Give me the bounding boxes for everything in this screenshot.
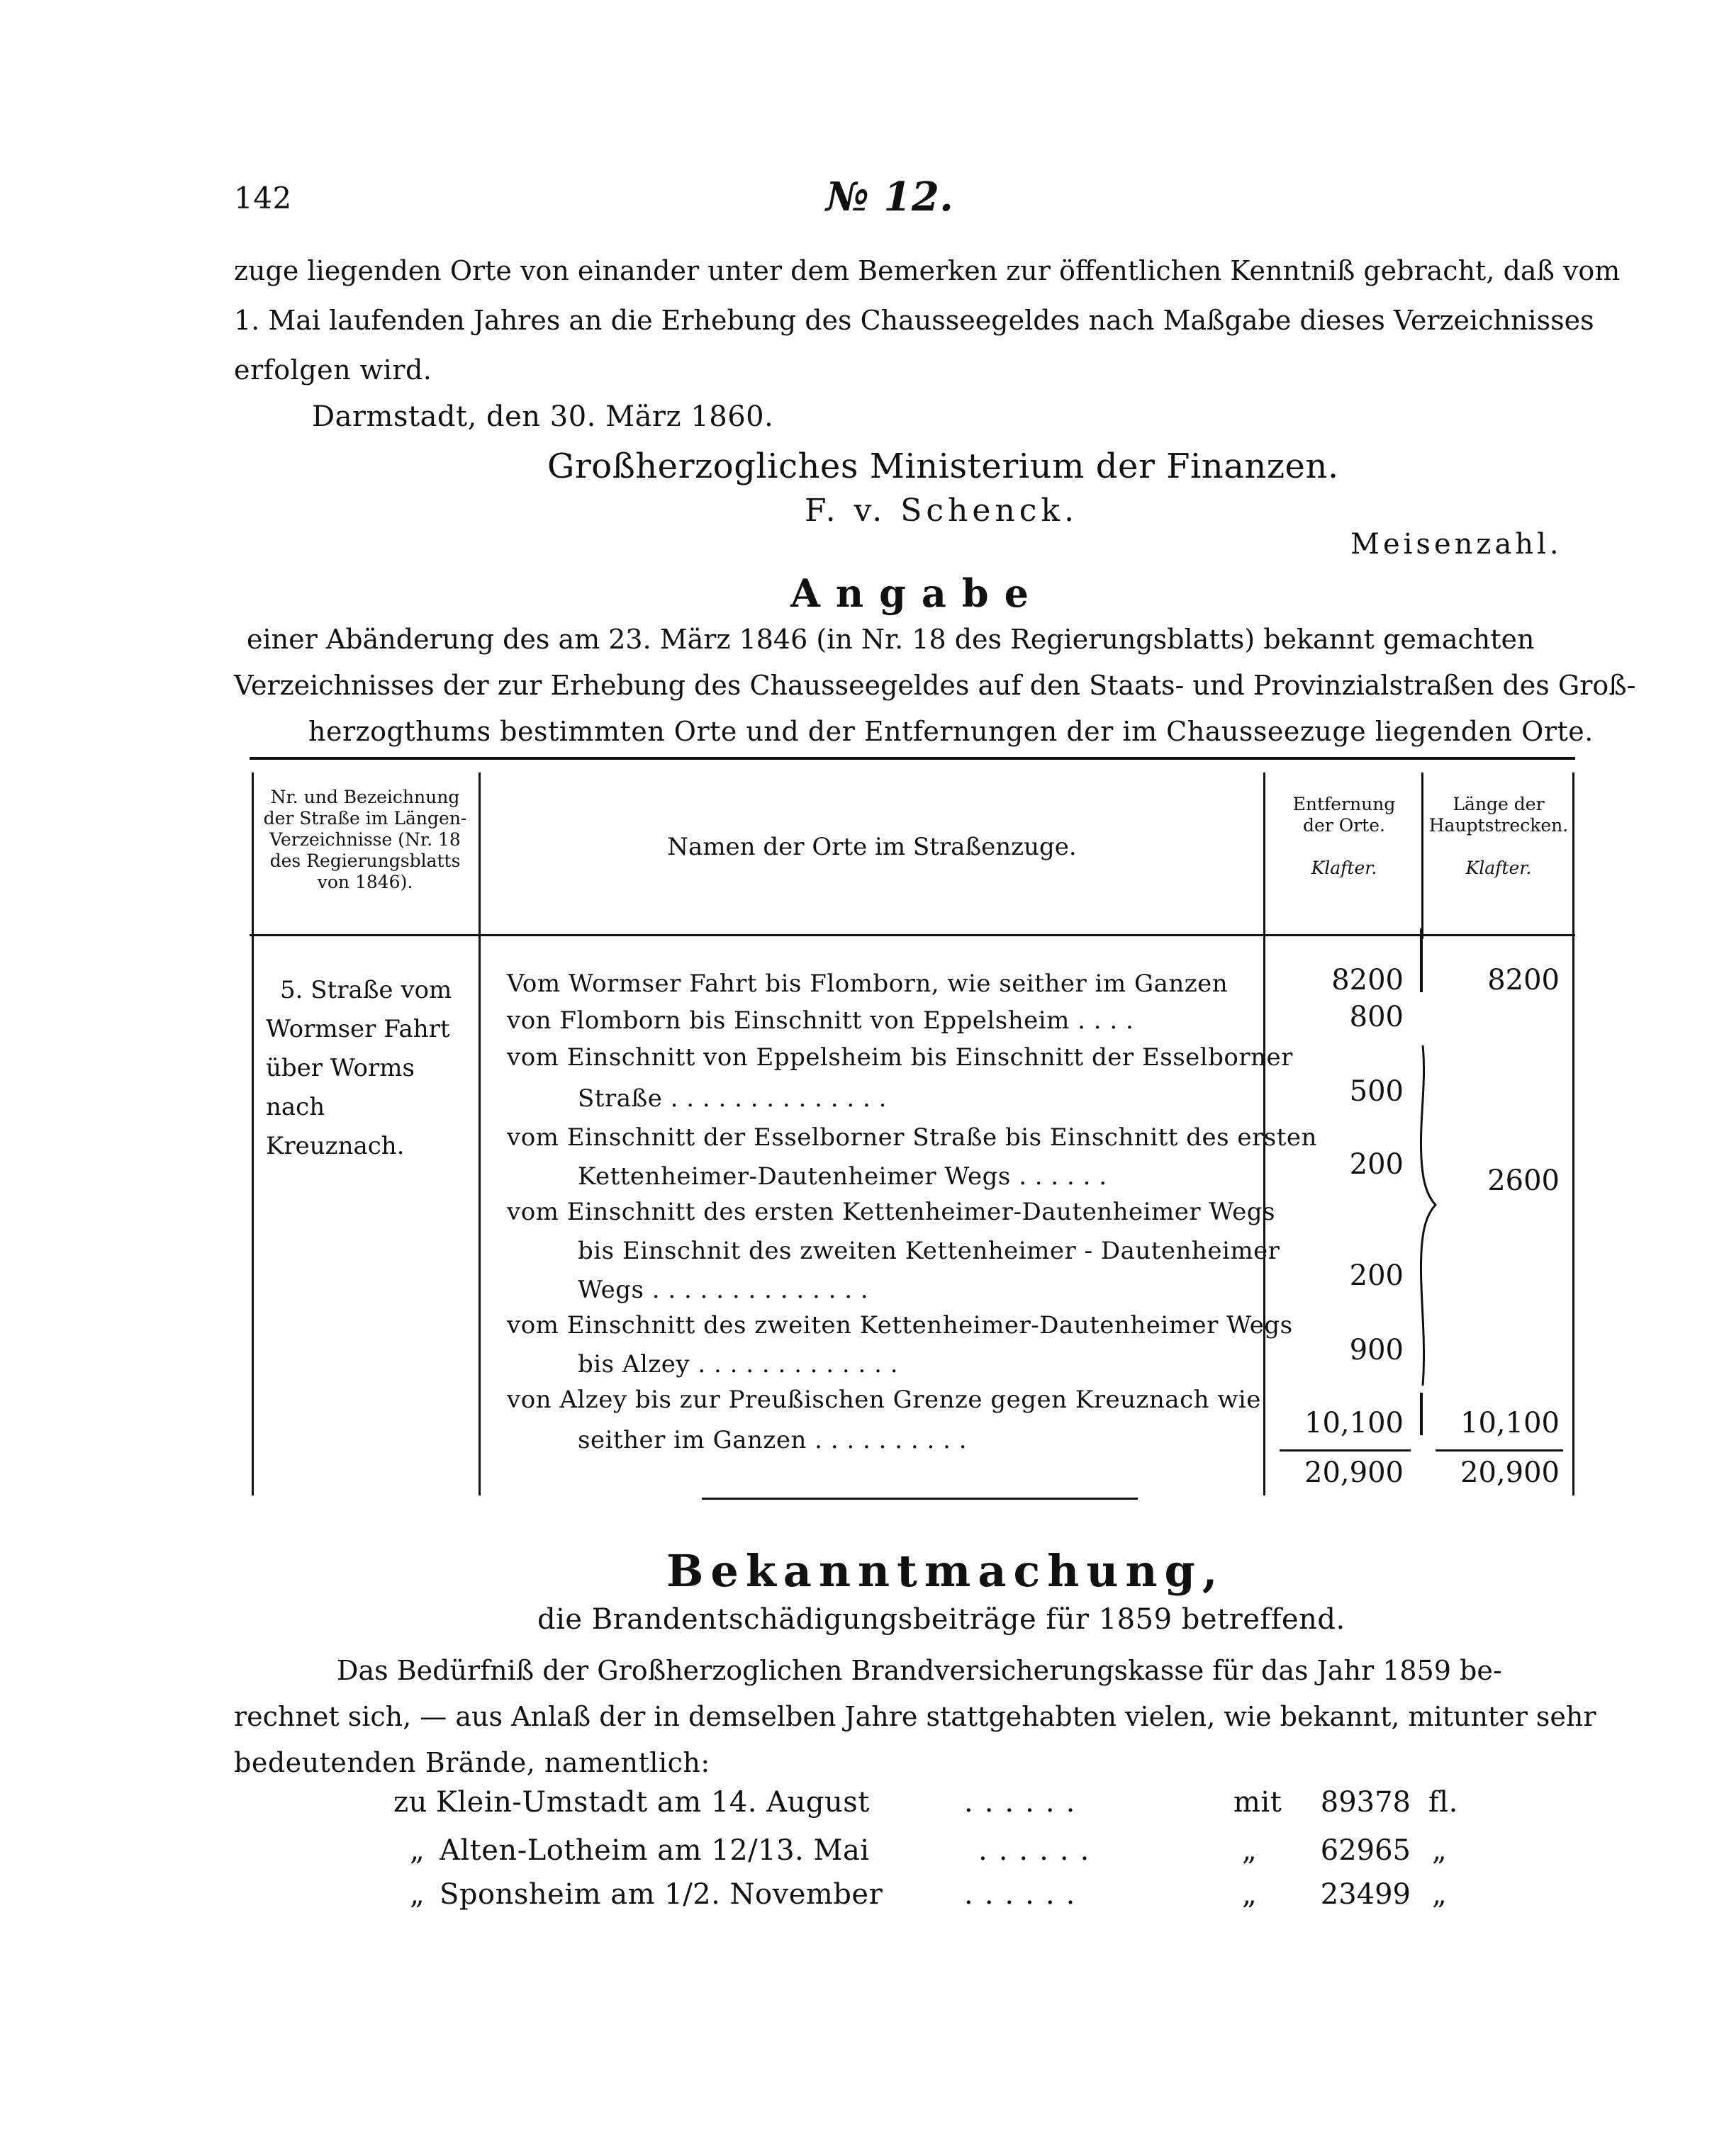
section-separator xyxy=(702,1498,1138,1500)
fire-2-prefix: „ xyxy=(410,1834,425,1867)
row-3-line-1: vom Einschnitt von Eppelsheim bis Einschnitt der Esselborner xyxy=(507,1043,1293,1072)
row-5-line-3: Wegs . . . . . . . . . . . . . . xyxy=(578,1276,869,1304)
fire-3-place: Sponsheim am 1/2. November xyxy=(440,1878,883,1911)
ministry-title: Großherzogliches Ministerium der Finanzen. xyxy=(547,447,1339,486)
row-2-dist: 800 xyxy=(1349,1001,1404,1033)
road-cell: 5. Straße vom Wormser Fahrt über Worms nach Kreuznach. xyxy=(266,976,452,1160)
row-4-line-2: Kettenheimer-Dautenheimer Wegs . . . . . . xyxy=(578,1162,1107,1191)
table-top-rule xyxy=(250,757,1575,760)
total-bar-bottom xyxy=(1420,1393,1423,1435)
row-1-line-1: Vom Wormser Fahrt bis Flomborn, wie seither im Ganzen xyxy=(507,970,1229,998)
fire-3-word: „ xyxy=(1242,1878,1258,1911)
intro-line-1: zuge liegenden Orte von einander unter dem Bemerken zur öffentlichen Kenntniß gebracht, daß vom xyxy=(234,255,1621,286)
signature: F. v. Schenck. xyxy=(805,493,1079,529)
row-7-line-1: von Alzey bis zur Preußischen Grenze gegen Kreuznach wie xyxy=(507,1386,1261,1414)
angabe-line-2: Verzeichnisses der zur Erhebung des Chausseegeldes auf den Staats- und Provinzialstraßen des Groß- xyxy=(234,670,1636,701)
countersign: Meisenzahl. xyxy=(1350,528,1562,561)
issue-number: № 12. xyxy=(826,174,954,220)
bek-line-2: rechnet sich, — aus Anlaß der in demselben Jahre stattgehabten vielen, wie bekannt, mitunter sehr xyxy=(234,1701,1596,1732)
angabe-heading: Angabe xyxy=(790,571,1045,616)
row-2-line-1: von Flomborn bis Einschnitt von Eppelsheim . . . . xyxy=(507,1006,1134,1035)
total-bar-top xyxy=(1420,928,1423,992)
fire-1-place: Klein-Umstadt am 14. August xyxy=(436,1786,870,1819)
row-7-line-2: seither im Ganzen . . . . . . . . . . xyxy=(578,1426,968,1454)
row-4-dist: 200 xyxy=(1349,1148,1404,1181)
header-col1: Nr. und Bezeichnung der Straße im Längen- Verzeichnisse (Nr. 18 des Regierungsblatts von 1846). xyxy=(263,787,467,892)
fire-1-unit: fl. xyxy=(1428,1786,1458,1819)
bekanntmachung-heading: Bekanntmachung, xyxy=(666,1545,1225,1597)
fire-1-dots: ...... xyxy=(964,1786,1087,1819)
fire-2-amount: 62965 xyxy=(1320,1834,1411,1867)
fire-2-place: Alten-Lotheim am 12/13. Mai xyxy=(440,1834,870,1867)
header-col4: Länge der Hauptstrecken. Klafter. xyxy=(1428,794,1569,878)
bek-line-3: bedeutenden Brände, namentlich: xyxy=(234,1747,710,1778)
fire-3-prefix: „ xyxy=(410,1878,425,1911)
angabe-line-3: herzogthums bestimmten Orte und der Entfernungen der im Chausseezuge liegenden Orte. xyxy=(308,716,1594,747)
place-date: Darmstadt, den 30. März 1860. xyxy=(312,400,774,433)
sum-rule-dist xyxy=(1280,1449,1411,1452)
row-1-total: 8200 xyxy=(1487,964,1560,996)
fire-3-dots: ...... xyxy=(964,1878,1087,1911)
row-5-dist: 200 xyxy=(1349,1259,1404,1292)
fire-3-amount: 23499 xyxy=(1320,1878,1411,1911)
row-6-line-2: bis Alzey . . . . . . . . . . . . . xyxy=(578,1350,899,1379)
fire-1-amount: 89378 xyxy=(1320,1786,1411,1819)
intro-line-3: erfolgen wird. xyxy=(234,354,432,386)
fire-1-prefix: zu xyxy=(393,1786,427,1819)
bek-line-1: Das Bedürfniß der Großherzoglichen Brandversicherungskasse für das Jahr 1859 be- xyxy=(337,1655,1502,1686)
row-3-dist: 500 xyxy=(1349,1075,1404,1108)
angabe-line-1: einer Abänderung des am 23. März 1846 (in Nr. 18 des Regierungsblatts) bekannt gemachten xyxy=(247,624,1535,655)
row-1-dist: 8200 xyxy=(1331,964,1404,996)
fire-2-dots: ...... xyxy=(978,1834,1101,1867)
fire-3-unit: „ xyxy=(1432,1878,1448,1911)
intro-line-2: 1. Mai laufenden Jahres an die Erhebung des Chausseegeldes nach Maßgabe dieses Verzeichnisses xyxy=(234,305,1594,336)
row-5-line-2: bis Einschnit des zweiten Kettenheimer - Dautenheimer xyxy=(578,1237,1280,1265)
sum-total: 20,900 xyxy=(1460,1456,1560,1489)
group-total: 2600 xyxy=(1487,1164,1560,1197)
table-right-border xyxy=(1572,773,1574,1495)
row-3-line-2: Straße . . . . . . . . . . . . . . xyxy=(578,1084,887,1113)
row-7-total: 10,100 xyxy=(1460,1407,1560,1439)
sum-rule-total xyxy=(1436,1449,1563,1452)
fire-1-word: mit xyxy=(1233,1786,1282,1819)
page-number: 142 xyxy=(234,181,292,215)
row-4-line-1: vom Einschnitt der Esselborner Straße bis Einschnitt des ersten xyxy=(507,1123,1317,1152)
row-5-line-1: vom Einschnitt des ersten Kettenheimer-Dautenheimer Wegs xyxy=(507,1198,1275,1226)
brace-group xyxy=(1414,1045,1443,1386)
header-col3: Entfernung der Orte. Klafter. xyxy=(1292,794,1396,878)
row-6-dist: 900 xyxy=(1349,1334,1404,1366)
fire-2-unit: „ xyxy=(1432,1834,1448,1867)
row-6-line-1: vom Einschnitt des zweiten Kettenheimer-Dautenheimer Wegs xyxy=(507,1311,1293,1340)
row-7-dist: 10,100 xyxy=(1304,1407,1404,1439)
table-header-rule xyxy=(250,934,1575,936)
fire-2-word: „ xyxy=(1242,1834,1258,1867)
bekanntmachung-subtitle: die Brandentschädigungsbeiträge für 1859 betreffend. xyxy=(537,1603,1345,1636)
sum-dist: 20,900 xyxy=(1304,1456,1404,1489)
header-col2: Namen der Orte im Straßenzuge. xyxy=(667,833,1077,861)
